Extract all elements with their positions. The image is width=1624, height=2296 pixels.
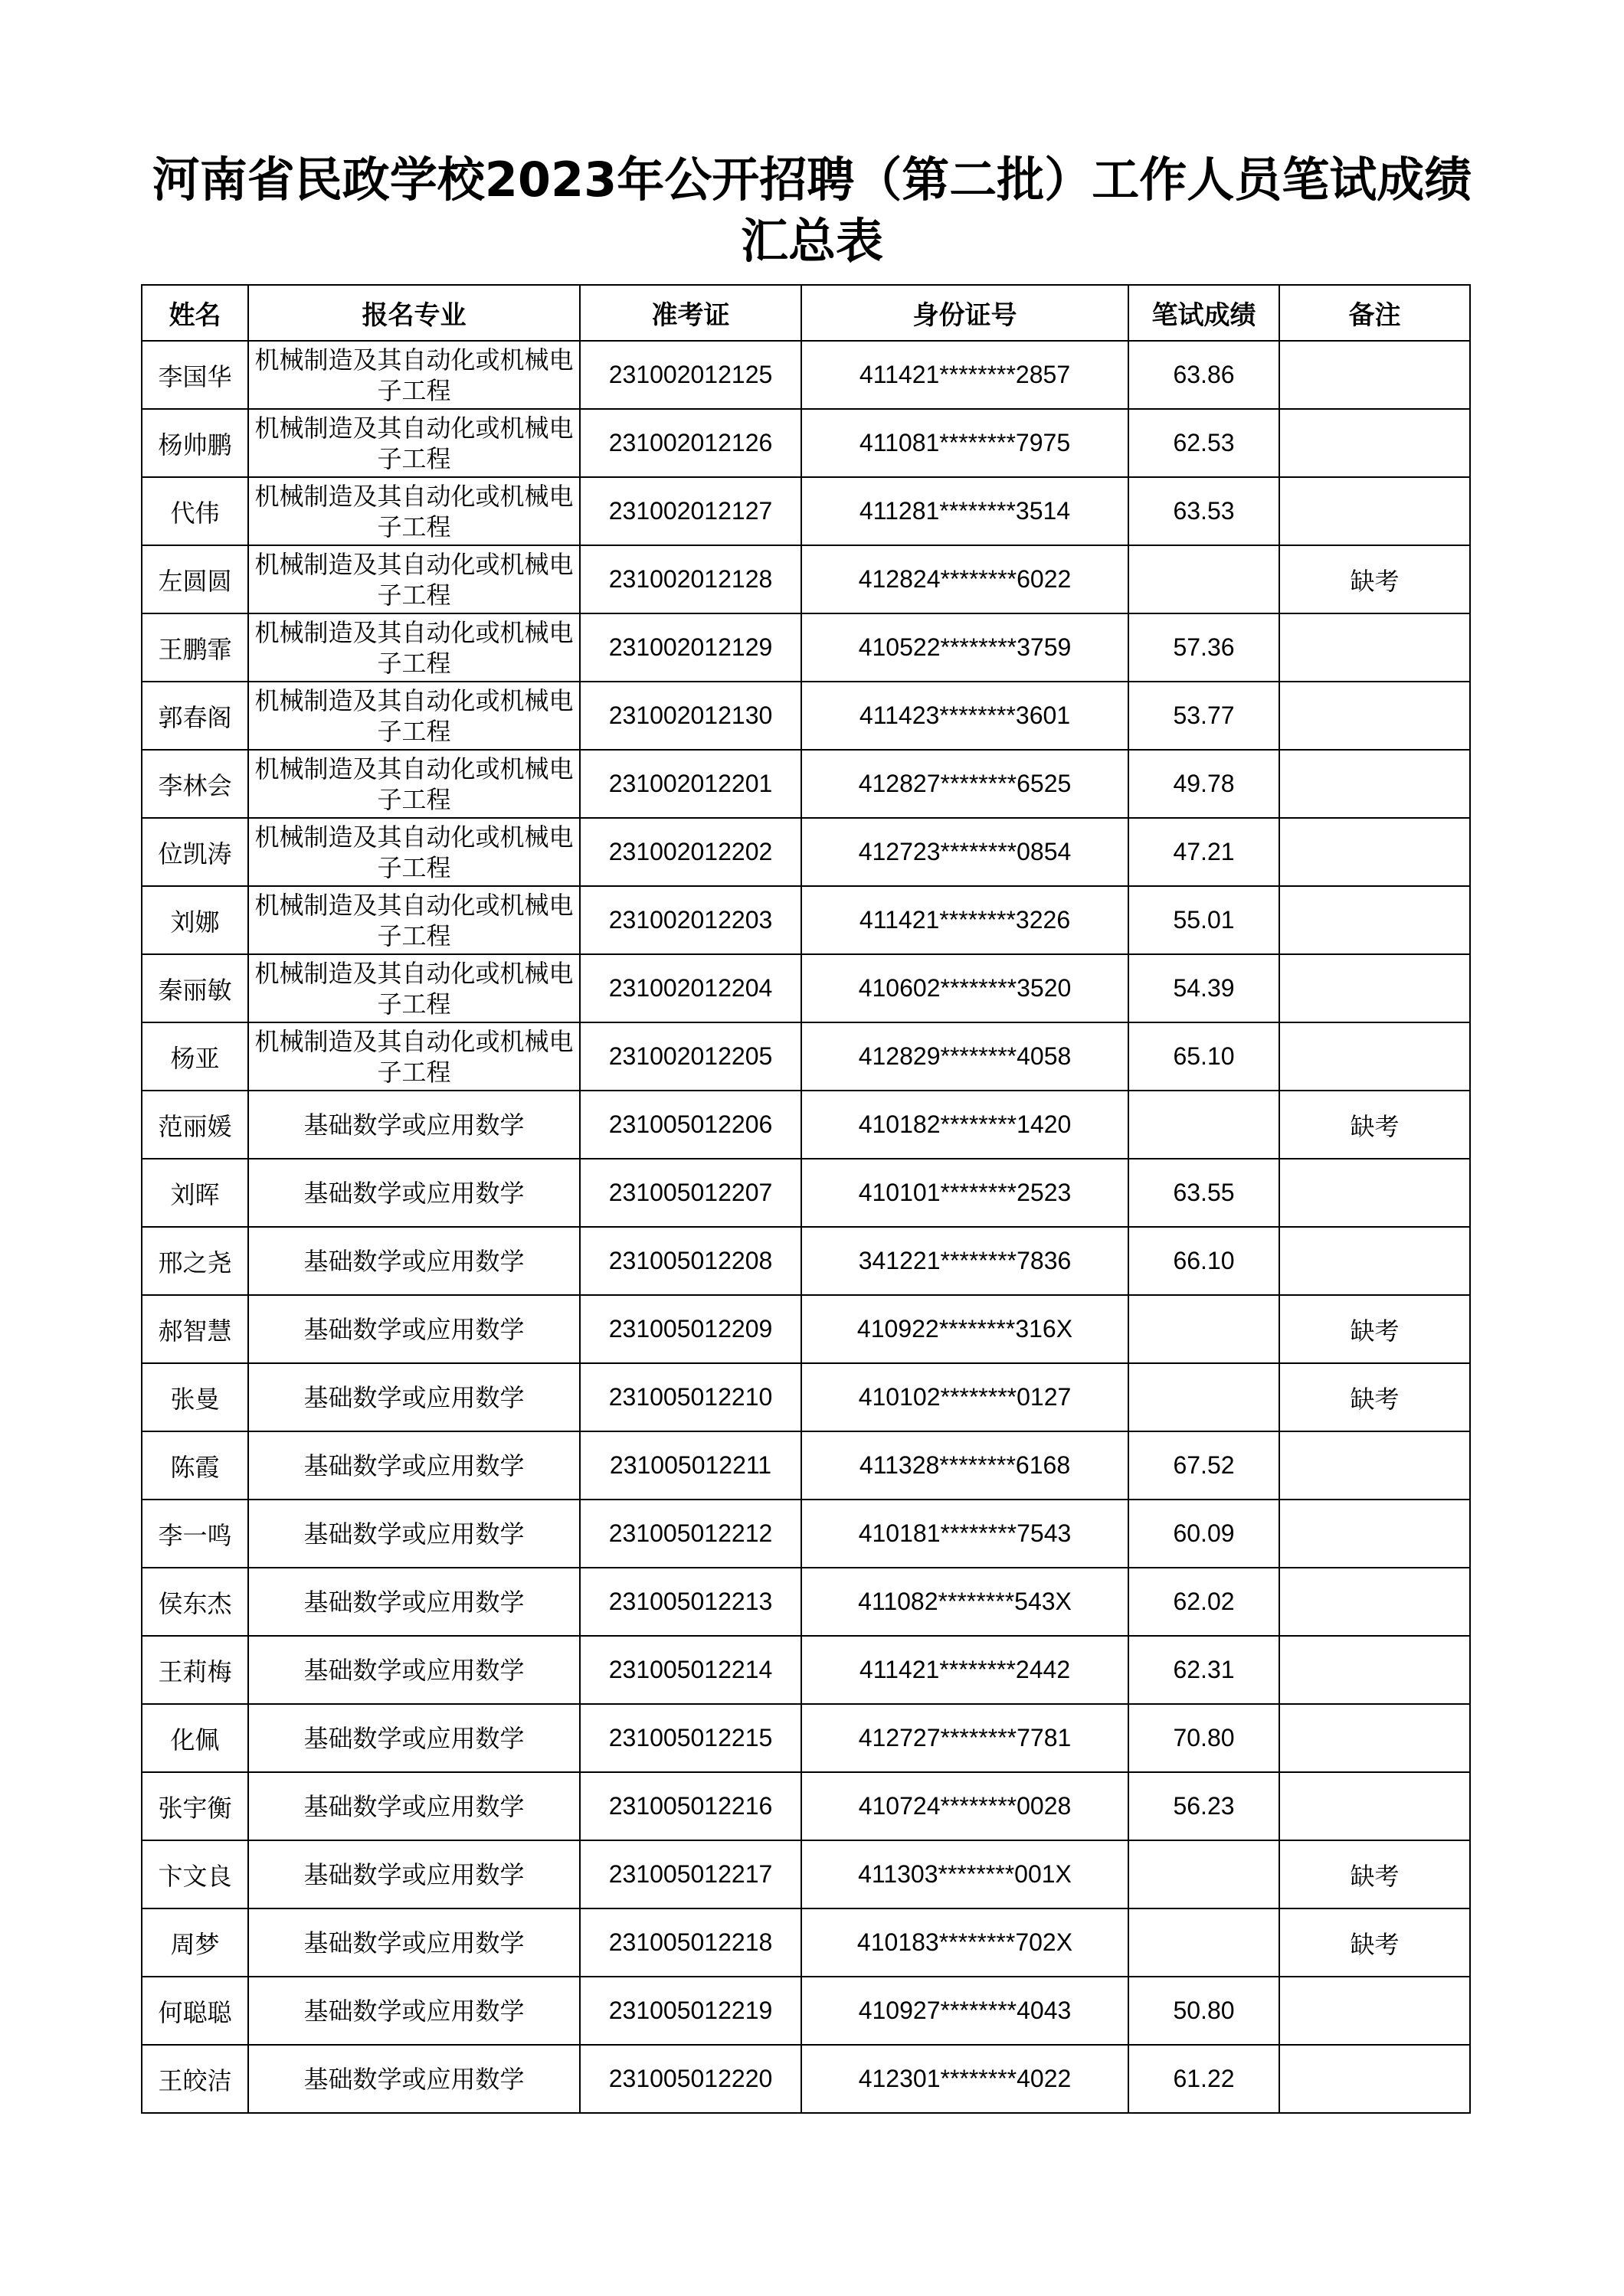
cell-name: 郭春阁: [142, 682, 248, 750]
cell-note: [1279, 886, 1470, 954]
cell-note: [1279, 1977, 1470, 2045]
cell-note: [1279, 818, 1470, 886]
cell-name: 化佩: [142, 1704, 248, 1772]
table-row: [142, 1636, 1470, 1704]
cell-score: 62.31: [1128, 1636, 1279, 1704]
cell-score: 70.80: [1128, 1704, 1279, 1772]
cell-id-number: 411082********543X: [801, 1568, 1128, 1636]
cell-major: 基础数学或应用数学: [248, 1159, 580, 1227]
cell-id-number: 411081********7975: [801, 409, 1128, 477]
cell-ticket: 231005012206: [580, 1091, 801, 1159]
cell-ticket: 231005012210: [580, 1363, 801, 1431]
table-row: [142, 1431, 1470, 1500]
cell-score: 65.10: [1128, 1022, 1279, 1091]
table-row: [142, 1977, 1470, 2045]
cell-major: 基础数学或应用数学: [248, 1772, 580, 1840]
cell-note: [1279, 1431, 1470, 1500]
table-row: [142, 409, 1470, 477]
cell-ticket: 231005012211: [580, 1431, 801, 1500]
cell-id-number: 410922********316X: [801, 1295, 1128, 1363]
cell-ticket: 231002012203: [580, 886, 801, 954]
cell-id-number: 411281********3514: [801, 477, 1128, 545]
cell-ticket: 231005012220: [580, 2045, 801, 2113]
table-body: [142, 341, 1470, 2113]
table-row: [142, 1568, 1470, 1636]
cell-id-number: 410102********0127: [801, 1363, 1128, 1431]
cell-id-number: 411328********6168: [801, 1431, 1128, 1500]
cell-note: 缺考: [1279, 1840, 1470, 1908]
cell-score: [1128, 545, 1279, 613]
cell-name: 邢之尧: [142, 1227, 248, 1295]
cell-note: [1279, 613, 1470, 682]
cell-note: [1279, 682, 1470, 750]
cell-name: 陈霞: [142, 1431, 248, 1500]
cell-note: 缺考: [1279, 1908, 1470, 1977]
cell-major: 基础数学或应用数学: [248, 1568, 580, 1636]
cell-id-number: 410522********3759: [801, 613, 1128, 682]
cell-score: 47.21: [1128, 818, 1279, 886]
cell-note: [1279, 1500, 1470, 1568]
cell-ticket: 231005012219: [580, 1977, 801, 2045]
cell-name: 周梦: [142, 1908, 248, 1977]
cell-score: [1128, 1908, 1279, 1977]
header-name: 姓名: [142, 285, 248, 341]
table-row: [142, 954, 1470, 1022]
cell-note: 缺考: [1279, 1295, 1470, 1363]
header-score: 笔试成绩: [1128, 285, 1279, 341]
header-major: 报名专业: [248, 285, 580, 341]
cell-ticket: 231002012125: [580, 341, 801, 409]
cell-name: 刘晖: [142, 1159, 248, 1227]
cell-ticket: 231002012130: [580, 682, 801, 750]
cell-major: 基础数学或应用数学: [248, 1091, 580, 1159]
cell-major: 基础数学或应用数学: [248, 2045, 580, 2113]
cell-ticket: 231002012204: [580, 954, 801, 1022]
cell-ticket: 231005012207: [580, 1159, 801, 1227]
cell-major: 机械制造及其自动化或机械电子工程: [248, 477, 580, 545]
table-row: [142, 750, 1470, 818]
cell-score: 62.53: [1128, 409, 1279, 477]
cell-id-number: 410602********3520: [801, 954, 1128, 1022]
table-row: [142, 1704, 1470, 1772]
cell-id-number: 411421********2857: [801, 341, 1128, 409]
cell-id-number: 411423********3601: [801, 682, 1128, 750]
header-note: 备注: [1279, 285, 1470, 341]
cell-name: 杨亚: [142, 1022, 248, 1091]
cell-score: 50.80: [1128, 1977, 1279, 2045]
table-row: [142, 1772, 1470, 1840]
cell-id-number: 411303********001X: [801, 1840, 1128, 1908]
cell-id-number: 410101********2523: [801, 1159, 1128, 1227]
cell-id-number: 412829********4058: [801, 1022, 1128, 1091]
table-row: [142, 818, 1470, 886]
cell-ticket: 231002012126: [580, 409, 801, 477]
cell-name: 刘娜: [142, 886, 248, 954]
cell-ticket: 231002012127: [580, 477, 801, 545]
cell-major: 基础数学或应用数学: [248, 1908, 580, 1977]
cell-major: 基础数学或应用数学: [248, 1636, 580, 1704]
cell-id-number: 410724********0028: [801, 1772, 1128, 1840]
cell-id-number: 411421********3226: [801, 886, 1128, 954]
cell-major: 机械制造及其自动化或机械电子工程: [248, 682, 580, 750]
cell-score: [1128, 1363, 1279, 1431]
cell-name: 王皎洁: [142, 2045, 248, 2113]
cell-id-number: 410182********1420: [801, 1091, 1128, 1159]
cell-major: 基础数学或应用数学: [248, 1227, 580, 1295]
cell-note: [1279, 1022, 1470, 1091]
cell-score: 63.55: [1128, 1159, 1279, 1227]
cell-major: 机械制造及其自动化或机械电子工程: [248, 886, 580, 954]
cell-score: 66.10: [1128, 1227, 1279, 1295]
table-row: [142, 341, 1470, 409]
table-row: [142, 1295, 1470, 1363]
cell-ticket: 231005012209: [580, 1295, 801, 1363]
cell-name: 卞文良: [142, 1840, 248, 1908]
cell-id-number: 410927********4043: [801, 1977, 1128, 2045]
cell-name: 李林会: [142, 750, 248, 818]
document-title: [0, 149, 1624, 272]
cell-id-number: 412824********6022: [801, 545, 1128, 613]
cell-name: 左圆圆: [142, 545, 248, 613]
cell-note: [1279, 954, 1470, 1022]
cell-note: [1279, 2045, 1470, 2113]
table-row: [142, 545, 1470, 613]
cell-major: 机械制造及其自动化或机械电子工程: [248, 1022, 580, 1091]
cell-major: 机械制造及其自动化或机械电子工程: [248, 954, 580, 1022]
cell-score: 61.22: [1128, 2045, 1279, 2113]
cell-major: 机械制造及其自动化或机械电子工程: [248, 545, 580, 613]
cell-score: 62.02: [1128, 1568, 1279, 1636]
cell-id-number: 412301********4022: [801, 2045, 1128, 2113]
cell-major: 基础数学或应用数学: [248, 1363, 580, 1431]
table-row: [142, 1091, 1470, 1159]
cell-note: [1279, 1227, 1470, 1295]
cell-score: 63.53: [1128, 477, 1279, 545]
cell-major: 机械制造及其自动化或机械电子工程: [248, 750, 580, 818]
cell-note: [1279, 341, 1470, 409]
cell-major: 基础数学或应用数学: [248, 1704, 580, 1772]
cell-name: 位凯涛: [142, 818, 248, 886]
table-row: [142, 682, 1470, 750]
header-ticket: 准考证: [580, 285, 801, 341]
table-row: [142, 1227, 1470, 1295]
table-row: [142, 477, 1470, 545]
score-table: [141, 284, 1471, 2114]
cell-note: 缺考: [1279, 1091, 1470, 1159]
cell-name: 何聪聪: [142, 1977, 248, 2045]
cell-ticket: 231002012129: [580, 613, 801, 682]
cell-ticket: 231002012202: [580, 818, 801, 886]
table-row: [142, 2045, 1470, 2113]
cell-major: 基础数学或应用数学: [248, 1977, 580, 2045]
cell-score: 60.09: [1128, 1500, 1279, 1568]
cell-note: [1279, 750, 1470, 818]
document-title-line2: 汇总表: [740, 213, 883, 269]
cell-score: [1128, 1295, 1279, 1363]
cell-score: [1128, 1840, 1279, 1908]
table-row: [142, 1908, 1470, 1977]
cell-id-number: 341221********7836: [801, 1227, 1128, 1295]
table-row: [142, 1022, 1470, 1091]
cell-name: 杨帅鹏: [142, 409, 248, 477]
cell-name: 王鹏霏: [142, 613, 248, 682]
cell-major: 机械制造及其自动化或机械电子工程: [248, 341, 580, 409]
cell-major: 机械制造及其自动化或机械电子工程: [248, 818, 580, 886]
cell-score: 63.86: [1128, 341, 1279, 409]
cell-id-number: 411421********2442: [801, 1636, 1128, 1704]
cell-name: 张宇衡: [142, 1772, 248, 1840]
table-row: [142, 1840, 1470, 1908]
cell-id-number: 412723********0854: [801, 818, 1128, 886]
cell-score: 55.01: [1128, 886, 1279, 954]
cell-major: 机械制造及其自动化或机械电子工程: [248, 613, 580, 682]
cell-score: 57.36: [1128, 613, 1279, 682]
cell-ticket: 231005012215: [580, 1704, 801, 1772]
cell-note: [1279, 477, 1470, 545]
cell-name: 李一鸣: [142, 1500, 248, 1568]
table-row: [142, 886, 1470, 954]
cell-ticket: 231005012218: [580, 1908, 801, 1977]
cell-ticket: 231005012217: [580, 1840, 801, 1908]
cell-ticket: 231002012128: [580, 545, 801, 613]
cell-score: 56.23: [1128, 1772, 1279, 1840]
cell-note: [1279, 1568, 1470, 1636]
cell-note: [1279, 1772, 1470, 1840]
table-row: [142, 1500, 1470, 1568]
cell-note: [1279, 409, 1470, 477]
cell-major: 基础数学或应用数学: [248, 1295, 580, 1363]
cell-major: 基础数学或应用数学: [248, 1840, 580, 1908]
cell-ticket: 231002012201: [580, 750, 801, 818]
cell-id-number: 412827********6525: [801, 750, 1128, 818]
cell-major: 基础数学或应用数学: [248, 1431, 580, 1500]
cell-name: 代伟: [142, 477, 248, 545]
cell-score: 53.77: [1128, 682, 1279, 750]
cell-name: 侯东杰: [142, 1568, 248, 1636]
cell-ticket: 231005012213: [580, 1568, 801, 1636]
cell-id-number: 410183********702X: [801, 1908, 1128, 1977]
cell-ticket: 231002012205: [580, 1022, 801, 1091]
cell-note: 缺考: [1279, 545, 1470, 613]
table-row: [142, 1159, 1470, 1227]
cell-score: 67.52: [1128, 1431, 1279, 1500]
cell-score: 49.78: [1128, 750, 1279, 818]
cell-major: 基础数学或应用数学: [248, 1500, 580, 1568]
header-id: 身份证号: [801, 285, 1128, 341]
cell-note: [1279, 1636, 1470, 1704]
cell-score: 54.39: [1128, 954, 1279, 1022]
cell-name: 王莉梅: [142, 1636, 248, 1704]
document-title-line1: 河南省民政学校2023年公开招聘（第二批）工作人员笔试成绩: [152, 152, 1472, 208]
cell-ticket: 231005012212: [580, 1500, 801, 1568]
table-row: [142, 613, 1470, 682]
cell-name: 范丽媛: [142, 1091, 248, 1159]
cell-name: 郝智慧: [142, 1295, 248, 1363]
cell-ticket: 231005012208: [580, 1227, 801, 1295]
cell-ticket: 231005012214: [580, 1636, 801, 1704]
cell-note: [1279, 1159, 1470, 1227]
cell-name: 李国华: [142, 341, 248, 409]
cell-score: [1128, 1091, 1279, 1159]
cell-name: 秦丽敏: [142, 954, 248, 1022]
cell-ticket: 231005012216: [580, 1772, 801, 1840]
cell-id-number: 412727********7781: [801, 1704, 1128, 1772]
cell-name: 张曼: [142, 1363, 248, 1431]
cell-note: 缺考: [1279, 1363, 1470, 1431]
cell-note: [1279, 1704, 1470, 1772]
cell-id-number: 410181********7543: [801, 1500, 1128, 1568]
table-header-row: [142, 285, 1470, 341]
table-row: [142, 1363, 1470, 1431]
cell-major: 机械制造及其自动化或机械电子工程: [248, 409, 580, 477]
